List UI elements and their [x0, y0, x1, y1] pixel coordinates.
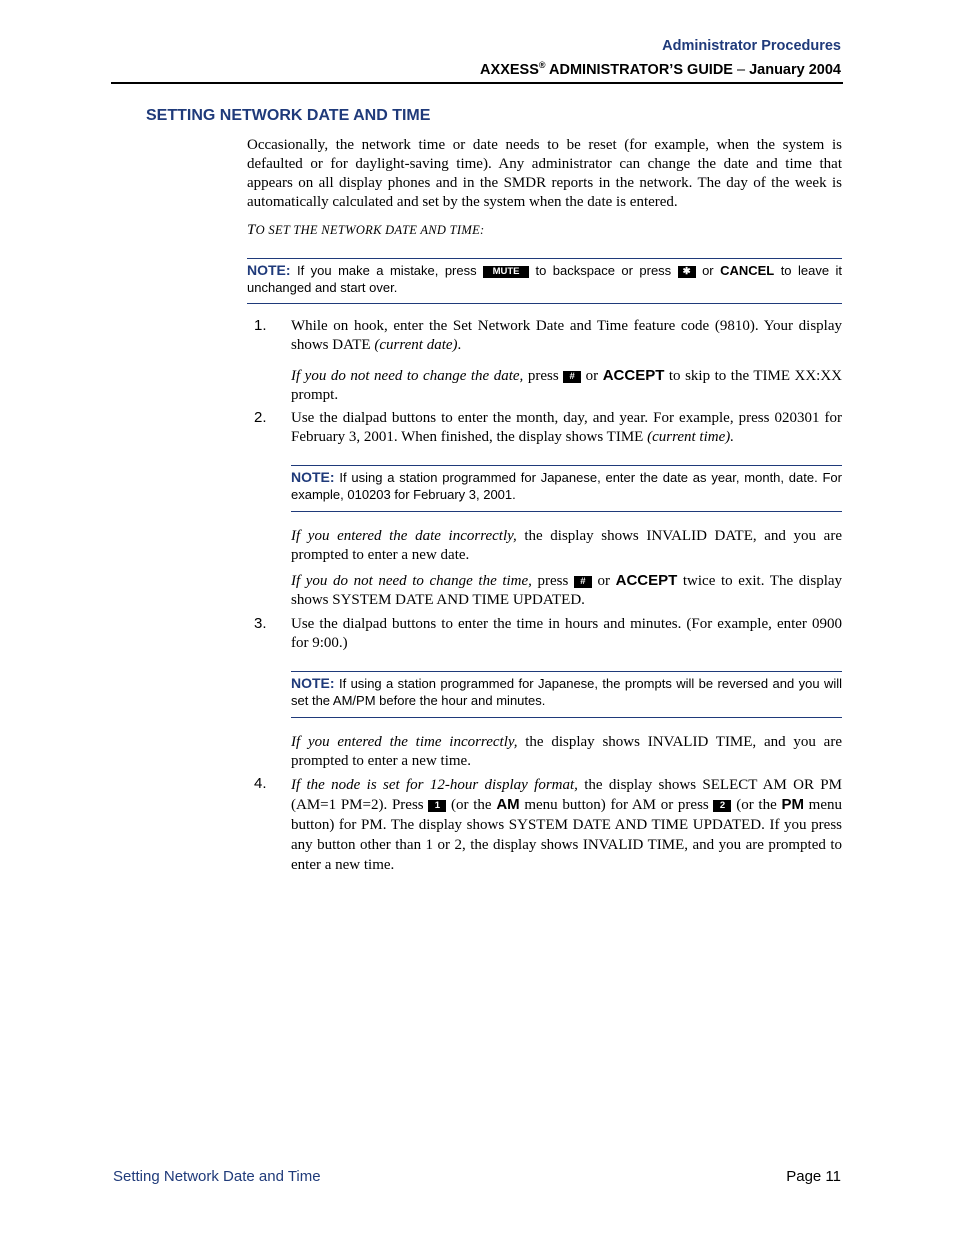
header-guide-title: [480, 60, 841, 78]
note-text: or: [695, 263, 721, 278]
step-italic: If you entered the time incorrectly,: [291, 734, 518, 750]
guide-date: January 2004: [749, 61, 841, 78]
guide-dash: –: [732, 61, 750, 78]
step-1-skip-text: [291, 366, 842, 405]
step-2-skip-text: [291, 571, 842, 610]
note-text: to backspace or press: [529, 263, 678, 278]
hash-key-icon: #: [574, 576, 592, 588]
step-number: 3.: [254, 615, 267, 632]
step-number: 4.: [254, 775, 267, 792]
note-text: If using a station programmed for Japanese, the prompts will be reversed and you will set the AM/PM before the hour and minutes.: [291, 676, 842, 708]
step-italic: If you entered the date incorrectly,: [291, 528, 517, 544]
step-italic: (current time).: [647, 429, 734, 445]
intro-paragraph: Occasionally, the network time or date needs to be reset (for example, when the system is defaulted or for daylight-saving time). Any administrator can change the date and time that appears on all display phones and in the SMDR reports in the network. The day of the week is automatically calculated and set by the system when the date is entered.: [247, 137, 842, 210]
note-label: NOTE:: [291, 675, 335, 691]
step-text: or: [581, 368, 603, 384]
step-text: (or the: [446, 797, 497, 813]
registered-mark: ®: [538, 60, 546, 70]
step-1-text: [291, 317, 842, 355]
note-text: If you make a mistake, press: [290, 263, 484, 278]
step-text: to skip to the TIME XX:XX prompt.: [291, 368, 843, 403]
cancel-label: CANCEL: [720, 263, 775, 278]
note-label: NOTE:: [291, 469, 335, 485]
guide-title: ADMINISTRATOR’S GUIDE: [545, 61, 733, 78]
page-title: SETTING NETWORK DATE AND TIME: [146, 107, 431, 124]
step-text: the display shows INVALID DATE, and you are prompted to enter a new date.: [291, 528, 842, 563]
step-italic: (current date): [374, 337, 458, 353]
step-text: press: [523, 368, 564, 384]
step-3-invalid-text: [291, 733, 842, 771]
step-number: 2.: [254, 409, 267, 426]
hash-key-icon: #: [563, 371, 581, 383]
step-text: press: [531, 573, 574, 589]
step-2-text: [291, 409, 842, 447]
step-text: twice to exit. The display shows SYSTEM DATE AND TIME UPDATED.: [291, 573, 843, 608]
mute-key-icon: MUTE: [483, 266, 529, 278]
note-text: If using a station programmed for Japanese, enter the date as year, month, date. For example, 010203 for February 3, 2001.: [291, 470, 842, 502]
accept-label: ACCEPT: [615, 572, 678, 589]
note-mistake: [247, 258, 842, 304]
am-label: AM: [496, 796, 520, 813]
procedure-heading: [247, 222, 484, 239]
note-japanese-date: [291, 465, 842, 512]
accept-label: ACCEPT: [602, 367, 665, 384]
step-italic: If the node is set for 12-hour display format,: [291, 777, 578, 793]
footer-page-number: Page 11: [786, 1168, 841, 1185]
header-section-title: Administrator Procedures: [662, 38, 841, 54]
step-text: or: [591, 573, 616, 589]
star-key-icon: ✱: [678, 266, 696, 278]
step-number: 1.: [254, 317, 267, 334]
note-text: to leave it unchanged and start over.: [247, 263, 842, 295]
step-text: the display shows SELECT AM OR PM (AM=1 PM=2). Press: [291, 777, 842, 813]
step-italic: If you do not need to change the time,: [291, 573, 532, 589]
key-2-icon: 2: [713, 800, 731, 812]
step-italic: If you do not need to change the date,: [291, 368, 524, 384]
step-text: .: [457, 337, 462, 353]
note-japanese-time: [291, 671, 842, 718]
pm-label: PM: [781, 796, 804, 813]
step-text: Use the dialpad buttons to enter the month, day, and year. For example, press 020301 for February 3, 2001. When finished, the display shows TIME: [291, 410, 842, 445]
procedure-rest: O SET THE NETWORK DATE AND TIME:: [255, 223, 485, 237]
step-text: menu button) for PM. The display shows SYSTEM DATE AND TIME UPDATED. If you press any button other than 1 or 2, the display shows INVALID TIME, and you are prompted to enter a new time.: [291, 797, 842, 873]
step-text: (or the: [731, 797, 782, 813]
note-label: NOTE:: [247, 262, 291, 278]
step-3-text: Use the dialpad buttons to enter the time in hours and minutes. (For example, enter 0900 for 9:00.): [291, 616, 842, 651]
guide-prefix: AXXESS: [480, 61, 539, 78]
footer-section-title: Setting Network Date and Time: [113, 1168, 321, 1185]
step-4-text: [291, 775, 842, 875]
step-2-invalid-text: [291, 527, 842, 565]
key-1-icon: 1: [428, 800, 446, 812]
step-text: menu button) for AM or press: [519, 797, 714, 813]
procedure-cap: T: [247, 222, 256, 238]
header-rule: [111, 82, 843, 84]
step-text: While on hook, enter the Set Network Date and Time feature code (9810). Your display shows DATE: [291, 318, 842, 353]
step-text: the display shows INVALID TIME, and you are prompted to enter a new time.: [291, 734, 842, 769]
